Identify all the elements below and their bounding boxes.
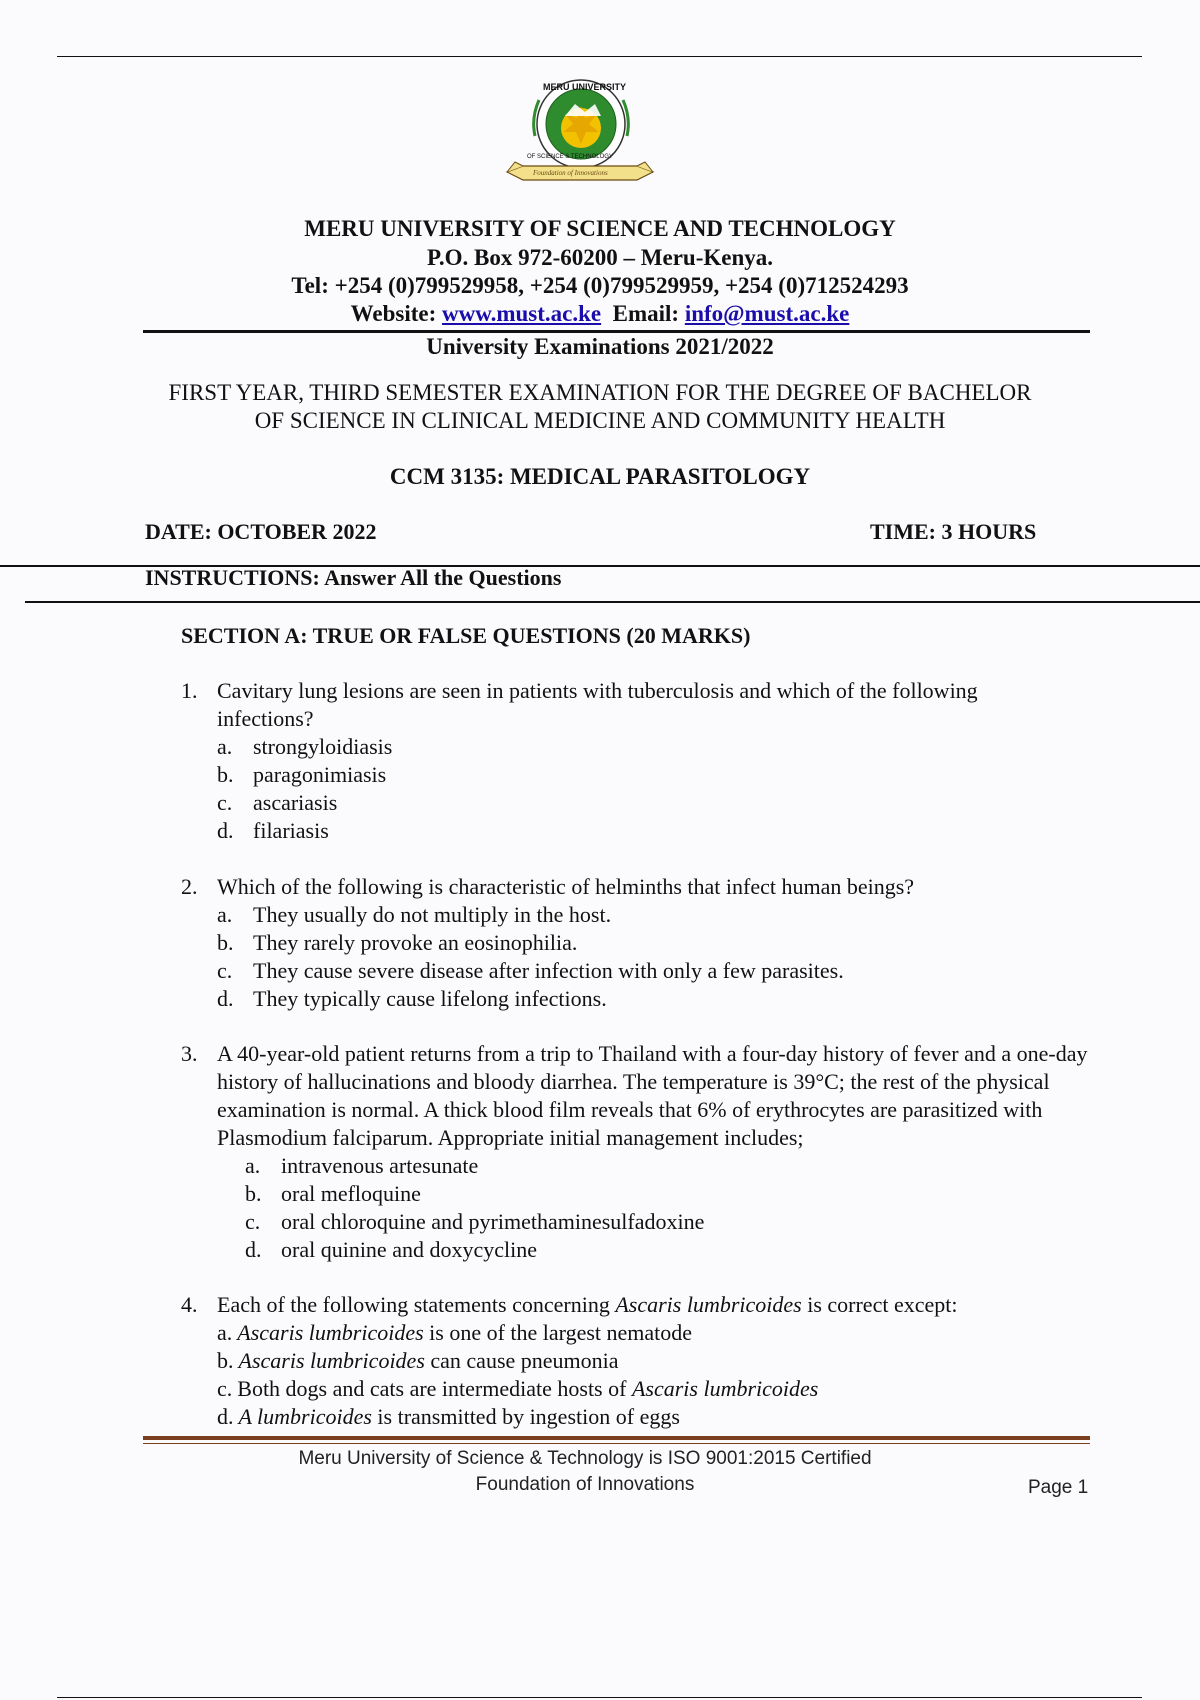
top-rule <box>57 56 1142 57</box>
option-label: b. <box>217 930 234 955</box>
question-text: Which of the following is characteristic of helminths that infect human beings? <box>217 874 915 899</box>
option-label: b. <box>217 1348 234 1373</box>
question-2 <box>181 873 1091 1013</box>
option-text <box>237 1375 818 1403</box>
option-label: a. <box>217 902 233 927</box>
exam-time: TIME: 3 HOURS <box>870 519 1037 544</box>
option-label: b. <box>217 762 234 787</box>
exam-title-line2: OF SCIENCE IN CLINICAL MEDICINE AND COMMUNITY HEALTH <box>254 408 946 433</box>
question-number: 3. <box>181 1041 198 1066</box>
option-text: paragonimiasis <box>253 762 387 787</box>
option-rest: can cause pneumonia <box>424 1348 619 1373</box>
exam-date: DATE: OCTOBER 2022 <box>145 519 377 544</box>
option-label: c. <box>217 790 233 815</box>
option-label: a. <box>245 1153 261 1178</box>
website-link[interactable]: www.must.ac.ke <box>442 301 602 326</box>
option-c <box>245 1208 1091 1236</box>
option-text: They cause severe disease after infection with only a few parasites. <box>253 958 844 983</box>
question-text: Cavitary lung lesions are seen in patients with tuberculosis and which of the following infections? <box>217 678 978 731</box>
section-a-title: SECTION A: TRUE OR FALSE QUESTIONS (20 MARKS) <box>181 623 751 648</box>
university-address: P.O. Box 972-60200 – Meru-Kenya. <box>426 245 774 270</box>
option-list <box>217 733 1091 845</box>
option-list <box>245 1152 1091 1264</box>
option-text: oral chloroquine and pyrimethaminesulfadoxine <box>281 1209 705 1234</box>
option-rest: is one of the largest nematode <box>423 1320 693 1345</box>
question-text <box>217 1291 1091 1319</box>
university-logo <box>505 78 655 193</box>
option-text: filariasis <box>253 818 329 843</box>
exam-title-line1: FIRST YEAR, THIRD SEMESTER EXAMINATION FOR THE DEGREE OF BACHELOR <box>168 380 1032 405</box>
footer-rule <box>143 1436 1090 1440</box>
question-text-end: is correct except: <box>801 1292 958 1317</box>
email-link[interactable]: info@must.ac.ke <box>684 301 850 326</box>
option-text <box>237 1319 692 1347</box>
species-name: A lumbricoides <box>238 1404 372 1429</box>
option-pre: Both dogs and cats are intermediate hosts of <box>237 1376 632 1401</box>
species-name: Ascaris lumbricoides <box>631 1376 819 1401</box>
option-d <box>217 985 1091 1013</box>
footer-certification: Meru University of Science & Technology is ISO 9001:2015 Certified <box>298 1448 872 1469</box>
option-label: d. <box>245 1237 262 1262</box>
option-text: They typically cause lifelong infections. <box>253 986 607 1011</box>
university-name: MERU UNIVERSITY OF SCIENCE AND TECHNOLOGY <box>304 216 896 241</box>
university-tel: Tel: +254 (0)799529958, +254 (0)799529959, +254 (0)712524293 <box>291 273 909 298</box>
question-4 <box>181 1291 1091 1431</box>
species-name: Ascaris lumbricoides <box>237 1320 424 1345</box>
option-a <box>217 733 1091 761</box>
footer-rule-thin <box>143 1443 1090 1444</box>
option-list <box>217 901 1091 1013</box>
logo-ribbon-text: Foundation of Innovations <box>533 169 608 177</box>
instructions-rule-bottom <box>25 601 1200 603</box>
option-label: d. <box>217 818 234 843</box>
option-b <box>217 929 1091 957</box>
bottom-rule <box>57 1697 1142 1698</box>
course-code-title: CCM 3135: MEDICAL PARASITOLOGY <box>389 464 811 489</box>
option-b <box>217 761 1091 789</box>
website-label: Website: <box>350 301 437 326</box>
logo-text-bottom: OF SCIENCE & TECHNOLOGY <box>527 154 613 160</box>
option-b <box>245 1180 1091 1208</box>
option-label: c. <box>245 1209 261 1234</box>
option-a <box>217 901 1091 929</box>
option-d <box>245 1236 1091 1264</box>
option-a <box>217 1319 1091 1347</box>
question-3 <box>181 1040 1091 1264</box>
question-text-start: Each of the following statements concerning <box>217 1292 616 1317</box>
university-contacts <box>0 300 1200 328</box>
question-number: 4. <box>181 1292 198 1317</box>
option-b <box>217 1347 1091 1375</box>
option-label: c. <box>217 1376 233 1401</box>
option-c <box>217 957 1091 985</box>
option-label: b. <box>245 1181 262 1206</box>
option-text <box>239 1347 619 1375</box>
option-text: ascariasis <box>253 790 338 815</box>
instructions: INSTRUCTIONS: Answer All the Questions <box>145 565 562 590</box>
option-text: intravenous artesunate <box>281 1153 479 1178</box>
option-text: They usually do not multiply in the host. <box>253 902 612 927</box>
option-rest: is transmitted by ingestion of eggs <box>371 1404 680 1429</box>
question-1 <box>181 677 1091 845</box>
option-label: a. <box>217 734 233 759</box>
option-a <box>245 1152 1091 1180</box>
option-text <box>239 1403 680 1431</box>
species-name: Ascaris lumbricoides <box>615 1292 802 1317</box>
option-d <box>217 817 1091 845</box>
option-text: oral quinine and doxycycline <box>281 1237 537 1262</box>
page-number: Page 1 <box>1028 1477 1089 1498</box>
option-c <box>217 789 1091 817</box>
logo-text-top: MERU UNIVERSITY <box>543 82 627 92</box>
option-text: oral mefloquine <box>281 1181 421 1206</box>
option-d <box>217 1403 1091 1431</box>
footer-motto: Foundation of Innovations <box>475 1474 695 1495</box>
option-label: d. <box>217 986 234 1011</box>
option-label: a. <box>217 1320 233 1345</box>
species-name: Ascaris lumbricoides <box>238 1348 425 1373</box>
option-text: They rarely provoke an eosinophilia. <box>253 930 578 955</box>
option-list <box>217 1319 1091 1431</box>
option-label: c. <box>217 958 233 983</box>
question-number: 1. <box>181 678 198 703</box>
question-number: 2. <box>181 874 198 899</box>
option-label: d. <box>217 1404 234 1429</box>
option-c <box>217 1375 1091 1403</box>
email-label: Email: <box>612 301 680 326</box>
question-text: A 40-year-old patient returns from a trip to Thailand with a four-day history of fever and a one-day history of hallucinations and bloody diarrhea. The temperature is 39°C; the rest of the physical examination is normal. A thick blood film reveals that 6% of erythrocytes are parasitized with Plasmodium falciparum. Appropriate initial management includes; <box>217 1041 1088 1150</box>
option-text: strongyloidiasis <box>253 734 393 759</box>
exam-session: University Examinations 2021/2022 <box>426 334 774 359</box>
